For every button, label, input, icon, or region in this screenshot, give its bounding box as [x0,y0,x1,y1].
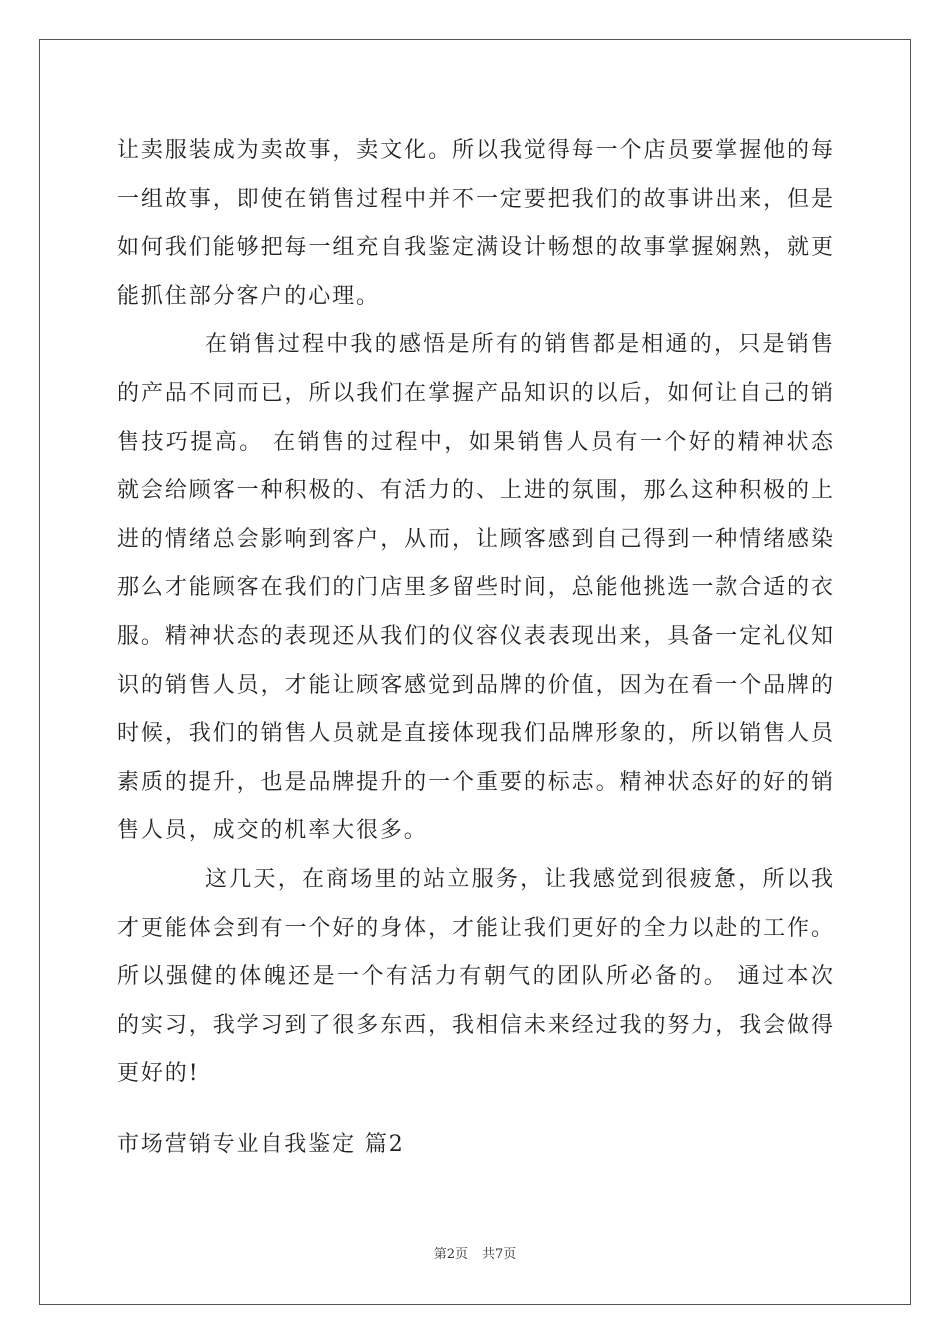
section-heading: 市场营销专业自我鉴定 篇2 [117,1132,405,1157]
text-line: 就会给顾客一种积极的、有活力的、上进的氛围，那么这种积极的上 [117,478,833,504]
text-line: 时候，我们的销售人员就是直接体现我们品牌形象的，所以销售人员 [117,721,833,747]
text-line: 那么才能顾客在我们的门店里多留些时间，总能他挑选一款合适的衣 [117,575,833,601]
text-line: 服。精神状态的表现还从我们的仪容仪表表现出来，具备一定礼仪知 [117,623,833,649]
text-line: 才更能体会到有一个好的身体，才能让我们更好的全力以赴的工作。 [117,915,833,941]
text-line: 素质的提升，也是品牌提升的一个重要的标志。精神状态好的好的销 [117,769,833,795]
text-line: 如何我们能够把每一组充自我鉴定满设计畅想的故事掌握娴熟，就更 [117,235,833,261]
text-line: 能抓住部分客户的心理。 [117,283,380,309]
text-line: 的产品不同而已，所以我们在掌握产品知识的以后，如何让自己的销 [117,380,833,406]
text-line: 所以强健的体魄还是一个有活力有朝气的团队所必备的。 通过本次 [117,964,833,990]
page-total: 共7页 [482,1247,517,1262]
paragraph-start-line: 在销售过程中我的感悟是所有的销售都是相通的，只是销售 [205,332,833,358]
text-line: 更好的! [117,1061,200,1087]
paragraph-start-line: 这几天，在商场里的站立服务，让我感觉到很疲惫，所以我 [205,866,833,892]
text-line: 售人员，成交的机率大很多。 [117,818,428,844]
text-line: 的实习，我学习到了很多东西，我相信未来经过我的努力，我会做得 [117,1012,833,1038]
body-text [117,127,833,1099]
text-line: 识的销售人员，才能让顾客感觉到品牌的价值，因为在看一个品牌的 [117,672,833,698]
page-number: 第2页 [433,1247,468,1262]
text-line: 售技巧提高。 在销售的过程中，如果销售人员有一个好的精神状态 [117,429,833,455]
page-footer [0,1243,950,1262]
text-line: 让卖服装成为卖故事，卖文化。所以我觉得每一个店员要掌握他的每 [117,138,833,163]
text-line: 进的情绪总会影响到客户，从而，让顾客感到自己得到一种情绪感染 [117,526,833,552]
text-line: 一组故事，即使在销售过程中并不一定要把我们的故事讲出来，但是 [117,186,833,212]
